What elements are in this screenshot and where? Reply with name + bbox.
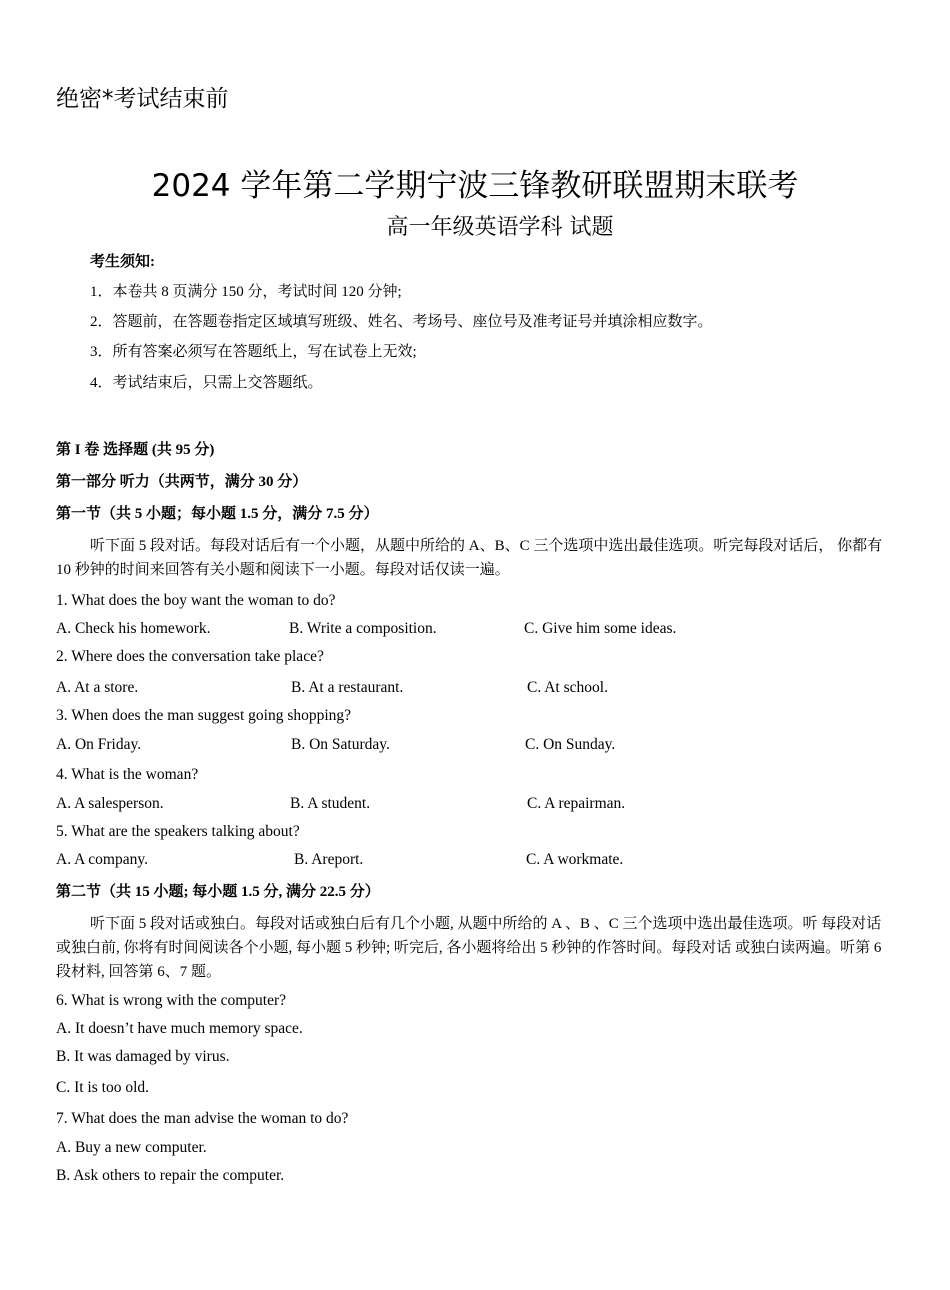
part1-heading: 第一部分 听力（共两节，满分 30 分） [56,474,308,490]
option-6c: C. It is too old. [56,1079,150,1096]
option-4a: A. A salesperson. [56,795,164,812]
exam-subtitle: 高一年级英语学科 试题 [386,215,614,240]
option-1b: B. Write a composition. [289,620,437,637]
option-7b: B. Ask others to repair the computer. [56,1167,285,1184]
notice-item-4: 4．考试结束后，只需上交答题纸。 [90,375,323,391]
question-4: 4. What is the woman? [56,766,199,783]
option-4c: C. A repairman. [527,795,626,812]
question-3: 3. When does the man suggest going shopping? [56,707,352,724]
option-5b: B. Areport. [294,851,364,868]
option-1a: A. Check his homework. [56,620,211,637]
option-4b: B. A student. [290,795,371,812]
option-7a: A. Buy a new computer. [56,1139,207,1156]
question-2: 2. Where does the conversation take place? [56,648,324,665]
question-5: 5. What are the speakers talking about? [56,823,300,840]
notice-item-2: 2．答题前，在答题卷指定区域填写班级、姓名、考场号、座位号及准考证号并填涂相应数字。 [90,314,713,330]
question-1: 1. What does the boy want the woman to do? [56,592,336,609]
section2-instructions: 听下面 5 段对话或独白。每段对话或独白后有几个小题, 从题中所给的 A 、B 、C 三个选项中选出最佳选项。听 每段对话或独白前, 你将有时间阅读各个小题, 每小题 5 秒钟; 听完后, 各小题将给出 5 秒钟的作答时间。每段对话 或独白读两遍。听第 6 段材料, 回答第 6、7 题。 [56,916,882,980]
option-6b: B. It was damaged by virus. [56,1048,230,1065]
question-6: 6. What is wrong with the computer? [56,992,287,1009]
section1-instructions: 听下面 5 段对话。每段对话后有一个小题，从题中所给的 A、B、C 三个选项中选出最佳选项。听完每段对话后， 你都有 10 秒钟的时间来回答有关小题和阅读下一小题。每段对话仅读一遍。 [56,538,883,578]
option-2c: C. At school. [527,679,608,696]
option-1c: C. Give him some ideas. [524,620,677,637]
volume-heading: 第 I 卷 选择题 (共 95 分) [56,442,215,458]
option-5c: C. A workmate. [526,851,624,868]
section2-heading: 第二节（共 15 小题; 每小题 1.5 分, 满分 22.5 分） [56,884,380,900]
option-3a: A. On Friday. [56,736,142,753]
option-5a: A. A company. [56,851,148,868]
notice-title: 考生须知: [90,254,155,270]
exam-title: 2024 学年第二学期宁波三锋教研联盟期末联考 [151,168,799,204]
option-2a: A. At a store. [56,679,139,696]
notice-item-1: 1．本卷共 8 页满分 150 分，考试时间 120 分钟; [90,284,402,300]
option-3c: C. On Sunday. [525,736,616,753]
option-3b: B. On Saturday. [291,736,390,753]
section1-heading: 第一节（共 5 小题；每小题 1.5 分，满分 7.5 分） [56,506,379,522]
notice-item-3: 3．所有答案必须写在答题纸上，写在试卷上无效; [90,344,417,360]
confidential-label: 绝密*考试结束前 [56,86,229,112]
option-6a: A. It doesn’t have much memory space. [56,1020,303,1037]
question-7: 7. What does the man advise the woman to do? [56,1110,349,1127]
option-2b: B. At a restaurant. [291,679,404,696]
